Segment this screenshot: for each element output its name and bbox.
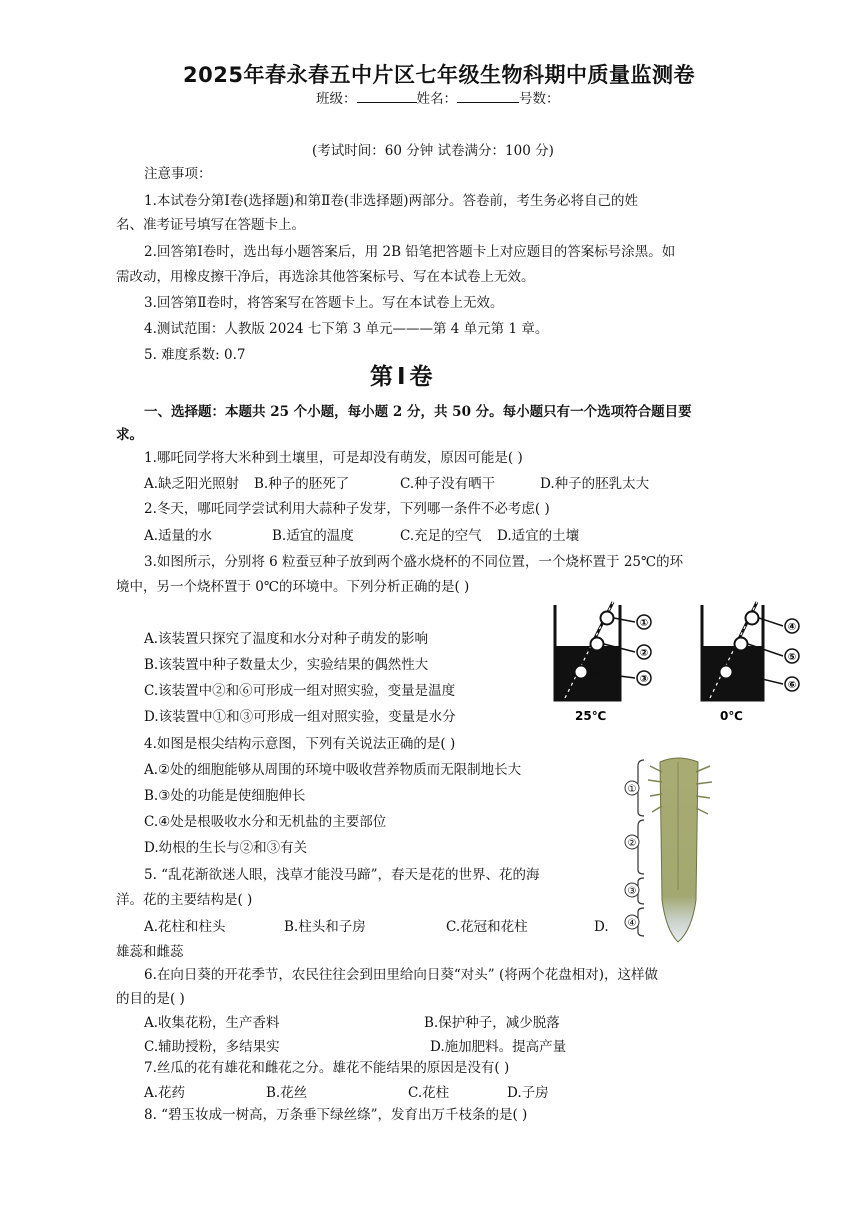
temp-0c: 0℃ bbox=[720, 709, 743, 723]
q3-option-c[interactable]: C.该装置中②和⑥可形成一组对照实验，变量是温度 bbox=[144, 683, 456, 699]
note-2b: 需改动，用橡皮擦干净后，再选涂其他答案标号、写在本试卷上无效。 bbox=[116, 269, 535, 285]
q3-option-b[interactable]: B.该装置中种子数量太少，实验结果的偶然性大 bbox=[144, 657, 429, 673]
q4-stem: 4.如图是根尖结构示意图，下列有关说法正确的是( ) bbox=[144, 736, 456, 752]
name-blank[interactable] bbox=[457, 90, 519, 103]
q1-option-b[interactable]: B.种子的胚死了 bbox=[254, 476, 350, 492]
label-1: ① bbox=[639, 618, 649, 629]
q6-option-b[interactable]: B.保护种子，减少脱落 bbox=[424, 1015, 560, 1031]
note-1b: 名、准考证号填写在答题卡上。 bbox=[116, 217, 305, 233]
q2-option-c[interactable]: C.充足的空气 bbox=[400, 528, 482, 544]
root-label-1: ① bbox=[627, 784, 637, 795]
q6-option-c[interactable]: C.辅助授粉，多结果实 bbox=[144, 1039, 280, 1055]
q6-stem-a: 6.在向日葵的开花季节，农民往往会到田里给向日葵“对头” (将两个花盘相对)，这样做 bbox=[144, 967, 659, 983]
q1-stem: 1.哪吒同学将大米种到土壤里，可是却没有萌发，原因可能是( ) bbox=[144, 450, 523, 466]
q2-stem: 2.冬天，哪吒同学尝试利用大蒜种子发芽，下列哪一条件不必考虑( ) bbox=[144, 501, 550, 517]
q3-option-d[interactable]: D.该装置中①和③可形成一组对照实验，变量是水分 bbox=[144, 709, 456, 725]
label-6: ⑥ bbox=[787, 680, 797, 691]
q5-option-d[interactable]: D. bbox=[594, 919, 609, 935]
temp-25c: 25℃ bbox=[575, 709, 607, 723]
label-5: ⑤ bbox=[787, 652, 797, 663]
q5-option-a[interactable]: A.花柱和柱头 bbox=[144, 919, 226, 935]
page-title: 2025年春永春五中片区七年级生物科期中质量监测卷 bbox=[183, 63, 695, 87]
q3-option-a[interactable]: A.该装置只探究了温度和水分对种子萌发的影响 bbox=[144, 631, 429, 647]
number-label: 号数： bbox=[519, 91, 560, 107]
note-2a: 2.回答第Ⅰ卷时，选出每小题答案后，用 2B 铅笔把答题卡上对应题目的答案标号涂黑。如 bbox=[144, 244, 676, 260]
part1-heading-a: 一、选择题：本题共 25 个小题，每小题 2 分，共 50 分。每小题只有一个选项符合题目要 bbox=[144, 404, 692, 420]
label-3: ③ bbox=[639, 674, 649, 685]
q2-option-d[interactable]: D.适宜的土壤 bbox=[497, 528, 580, 544]
beaker-25c bbox=[555, 602, 651, 723]
q1-option-c[interactable]: C.种子没有晒干 bbox=[400, 476, 496, 492]
q7-stem: 7.丝瓜的花有雄花和雌花之分。雄花不能结果的原因是没有( ) bbox=[144, 1060, 510, 1076]
q1-option-a[interactable]: A.缺乏阳光照射 bbox=[144, 476, 240, 492]
exam-info: (考试时间：60 分钟 试卷满分：100 分) bbox=[312, 143, 554, 159]
q5-option-d-cont[interactable]: 雄蕊和雌蕊 bbox=[116, 944, 184, 960]
q2-option-b[interactable]: B.适宜的温度 bbox=[272, 528, 354, 544]
q4-option-b[interactable]: B.③处的功能是使细胞伸长 bbox=[144, 788, 306, 804]
q5-option-b[interactable]: B.柱头和子房 bbox=[284, 919, 366, 935]
beaker-figure bbox=[545, 600, 845, 725]
q5-stem-a: 5. “乱花渐欲迷人眼，浅草才能没马蹄”，春天是花的世界、花的海 bbox=[144, 867, 540, 883]
q5-stem-b: 洋。花的主要结构是( ) bbox=[116, 892, 253, 908]
q8-stem: 8. “碧玉妆成一树高，万条垂下绿丝绦”，发育出万千枝条的是( ) bbox=[144, 1107, 528, 1123]
q4-option-d[interactable]: D.幼根的生长与②和③有关 bbox=[144, 840, 308, 856]
q2-option-a[interactable]: A.适量的水 bbox=[144, 528, 213, 544]
section-title: 第Ⅰ卷 bbox=[370, 364, 437, 390]
q5-option-c[interactable]: C.花冠和花柱 bbox=[446, 919, 528, 935]
root-label-3: ③ bbox=[627, 886, 637, 897]
q6-option-d[interactable]: D.施加肥料。提高产量 bbox=[430, 1039, 567, 1055]
q7-option-c[interactable]: C.花柱 bbox=[408, 1085, 450, 1101]
class-blank[interactable] bbox=[357, 90, 417, 103]
class-label: 班级： bbox=[316, 91, 357, 107]
student-info-line bbox=[316, 90, 560, 108]
label-4: ④ bbox=[787, 622, 797, 633]
name-label: 姓名： bbox=[416, 91, 457, 107]
q7-option-d[interactable]: D.子房 bbox=[507, 1085, 549, 1101]
root-label-4: ④ bbox=[627, 918, 637, 929]
q6-stem-b: 的目的是( ) bbox=[116, 991, 185, 1007]
q3-stem-a: 3.如图所示，分别将 6 粒蚕豆种子放到两个盛水烧杯的不同位置，一个烧杯置于 25℃的环 bbox=[144, 554, 684, 570]
q3-stem-b: 境中，另一个烧杯置于 0℃的环境中。下列分析正确的是( ) bbox=[116, 579, 470, 595]
q4-option-a[interactable]: A.②处的细胞能够从周围的环境中吸收营养物质而无限制地长大 bbox=[144, 762, 522, 778]
note-5: 5. 难度系数: 0.7 bbox=[144, 347, 246, 363]
q4-option-c[interactable]: C.④处是根吸收水分和无机盐的主要部位 bbox=[144, 814, 387, 830]
part1-heading-b: 求。 bbox=[116, 427, 143, 443]
beaker-0c bbox=[702, 602, 799, 723]
q6-option-a[interactable]: A.收集花粉，生产香料 bbox=[144, 1015, 280, 1031]
root-label-2: ② bbox=[627, 838, 637, 849]
notes-heading: 注意事项： bbox=[144, 166, 212, 182]
q1-option-d[interactable]: D.种子的胚乳太大 bbox=[540, 476, 650, 492]
root-tip-figure bbox=[620, 750, 740, 950]
note-4: 4.测试范围：人教版 2024 七下第 3 单元———第 4 单元第 1 章。 bbox=[144, 321, 549, 337]
label-2: ② bbox=[639, 648, 649, 659]
note-1a: 1.本试卷分第Ⅰ卷(选择题)和第Ⅱ卷(非选择题)两部分。答卷前，考生务必将自己的姓 bbox=[144, 193, 638, 209]
q7-option-b[interactable]: B.花丝 bbox=[266, 1085, 308, 1101]
note-3: 3.回答第Ⅱ卷时，将答案写在答题卡上。写在本试卷上无效。 bbox=[144, 295, 504, 311]
q7-option-a[interactable]: A.花药 bbox=[144, 1085, 186, 1101]
